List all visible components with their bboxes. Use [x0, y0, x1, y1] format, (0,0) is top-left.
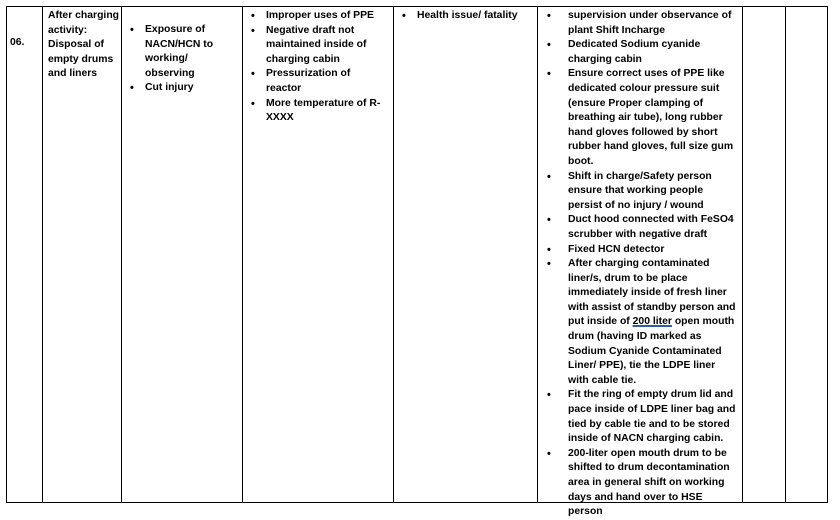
cause-item: • Negative draft not maintained inside of charging cabin	[246, 24, 386, 68]
empty-cell-8	[785, 6, 828, 503]
control-list	[541, 9, 737, 520]
spell-check-underlined-text: 200 liter	[632, 316, 672, 328]
sno-cell	[6, 6, 42, 503]
hazard-list	[125, 23, 233, 96]
hazard-table	[6, 6, 828, 518]
consequence-item: • Health issue/ fatality	[397, 9, 537, 24]
control-text: After charging contaminated liner/s, drum to be place immediately inside of fresh liner with assist of standby person and put inside of	[568, 258, 736, 328]
empty-cell-7	[742, 6, 785, 503]
cause-cell	[242, 6, 393, 503]
cause-item: • Pressurization of reactor	[246, 67, 386, 96]
activity-cell	[42, 6, 121, 503]
control-item: • Fixed HCN detector	[541, 243, 737, 258]
control-measures-cell	[537, 6, 742, 518]
control-text: open mouth drum (having ID marked as Sodium Cyanide Contaminated Liner/ PPE), tie the LDPE liner with cable tie.	[568, 316, 735, 386]
control-item: • 200-liter open mouth drum to be shifted to drum decontamination area in general shift on working days and hand over to HSE person	[541, 447, 737, 520]
control-item: • Fit the ring of empty drum lid and pace inside of LDPE liner bag and tied by cable tie and to be stored inside of NACN charging cabin.	[541, 388, 737, 446]
activity-text: After charging activity: Disposal of empty drums and liners	[48, 10, 120, 80]
control-item: • Dedicated Sodium cyanide charging cabin	[541, 38, 737, 67]
consequence-list	[397, 9, 537, 24]
control-item: • Ensure correct uses of PPE like dedicated colour pressure suit (ensure Proper clamping of breathing air tube), long rubber hand gloves followed by short rubber hand gloves, full size gum boot.	[541, 67, 737, 169]
cause-item: • Improper uses of PPE	[246, 9, 386, 24]
serial-number: 06.	[10, 37, 25, 48]
hazard-cell	[121, 6, 242, 503]
cause-item: • More temperature of R-XXXX	[246, 97, 386, 126]
hazard-item: • Cut injury	[125, 81, 233, 96]
hazard-item: • Exposure of NACN/HCN to working/ observing	[125, 23, 233, 81]
control-item: • Duct hood connected with FeSO4 scrubber with negative draft	[541, 213, 737, 242]
cause-list	[246, 9, 386, 126]
control-item: • Shift in charge/Safety person ensure that working people persist of no injury / wound	[541, 170, 737, 214]
control-item: • supervision under observance of plant Shift Incharge	[541, 9, 737, 38]
consequence-cell	[393, 6, 537, 503]
control-item	[541, 257, 737, 388]
